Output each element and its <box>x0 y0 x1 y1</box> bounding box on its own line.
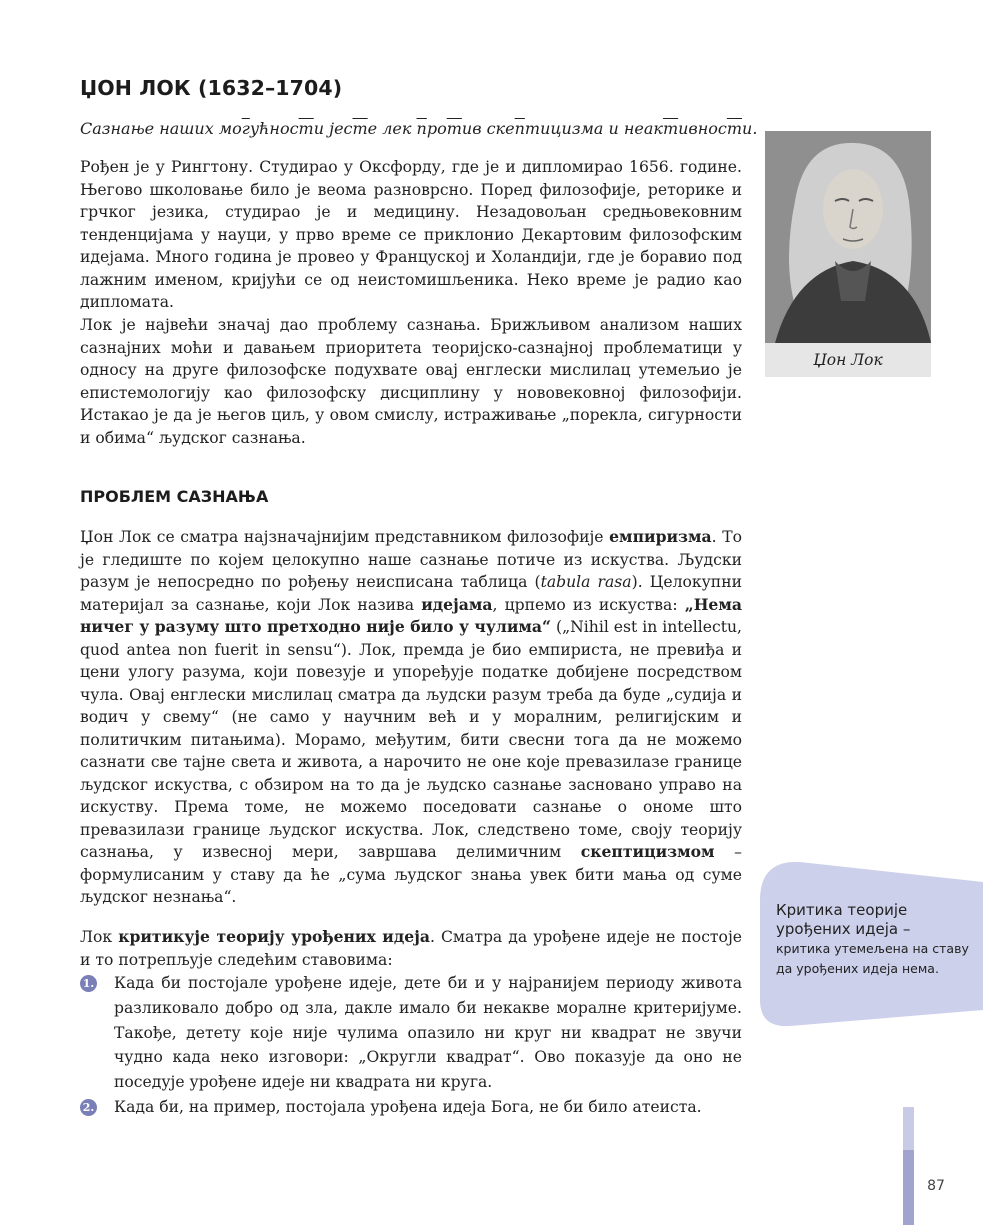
portrait-image <box>765 131 931 343</box>
empiricism-paragraph <box>80 526 742 909</box>
innate-ideas-paragraph <box>80 926 742 971</box>
motto-overlined-letter: т <box>446 119 462 138</box>
motto-overlined-letter: т <box>726 119 743 138</box>
motto-fragment: е лек <box>367 119 417 138</box>
biography-paragraph: Рођен је у Рингтону. Студирао у Оксфорду, где је и дипломирао 1656. године. Његово школовање било је веома разноврсно. Поред филозофије, реторике и грчког језика, студирао је и медицину. Незадовољан средњовековним тенденцијама у науци, у прво време се приклонио Декартовим филозофским идејама. Много година је провео у Француској и Холандији, где је боравио под лажним именом, кријући се од неистомишљеника. Неко време је радио као дипломата. <box>80 158 742 311</box>
motto-fragment: Сазнање наших мо <box>80 119 242 138</box>
portrait-figure <box>765 131 931 377</box>
text-run: Лок <box>80 928 119 946</box>
text-run: („Nihil est in intellectu, quod antea non fuerit in sensu“). Лок, премда је био емпириста, не превиђа и цени улогу разума, који повезује и упоређује податке добијене посредством чула. Овај енглески мислилац сматра да људски разум треба да буде „судија и водич у свему“ (не само у научним већ и у моралним, религијским и политичким питањима). Морамо, међутим, бити свесни тога да не можемо сазнати све тајне света и живота, а нарочито не оне које превазилазе границе људског искуства, с обзиром на то да је људско сазнање засновано управо на искуству. Према томе, не можемо поседовати сазнање о ономе што превазилази границе људског искуства. Лок, следствено томе, своју теорију сазнања, у извесној мери, завршава делимичним <box>80 618 742 861</box>
text-run: , црпемо из искуства: <box>492 595 685 614</box>
text-run: ). Целокупни материјал за сазнање, који Лок назива <box>80 573 742 614</box>
list-item-text: Када би, на пример, постојала урођена идеја Бога, не би било атеиста. <box>114 1097 702 1116</box>
motto-overlined-letter: т <box>352 119 368 138</box>
motto-overlined-letter: п <box>416 119 427 138</box>
page-title: ЏОН ЛОК (1632–1704) <box>80 76 343 100</box>
epistemology-paragraph: Лок је највећи значај дао проблему сазнања. Брижљивом анализом наших сазнајних моћи и давањем приоритета теоријско-сазнајној проблематици у односу на друге филозофске подухвате овај енглески мислилац утемељио је епистемологију као филозофску дисциплину у нововековној филозофији. Истакао је да је његов циљ, у овом смислу, истраживање „порекла, сигурности и обима“ људског сазнања. <box>80 316 742 447</box>
text-run: – формулисаним у ставу да ће „сума људског знања увек бити мања од суме људског незнања“. <box>80 843 742 906</box>
list-item <box>80 971 742 1095</box>
text-run: Џон Лок се сматра најзначајнијим представником филозофије <box>80 528 610 546</box>
motto-fragment: тицизма и неак <box>524 119 663 138</box>
motto-fragment: ућнос <box>249 119 299 138</box>
bold-term: идејама <box>421 594 493 614</box>
list-number-badge: 2. <box>80 1099 97 1116</box>
bold-quote: „Нема ничег у разуму што претходно није било у чулима“ <box>80 594 742 636</box>
list-number-badge: 1. <box>80 975 97 992</box>
portrait-illustration <box>765 131 931 343</box>
motto-quote <box>80 119 758 138</box>
text-run: . Сматра да урођене идеје не постоје и то потрепљује следећим ставовима: <box>80 928 743 969</box>
motto-fragment: ро <box>426 119 447 138</box>
motto-overlined-letter: п <box>514 119 525 138</box>
bold-term: критикује теорију урођених идеја <box>118 927 430 946</box>
motto-overlined-letter: г <box>241 119 250 138</box>
motto-fragment: ив ске <box>461 119 515 138</box>
arguments-list <box>80 971 742 1120</box>
section-heading: ПРОБЛЕМ САЗНАЊА <box>80 487 269 506</box>
motto-overlined-letter: т <box>662 119 679 138</box>
list-item-text: Када би постојале урођене идеје, дете би и у најранијем периоду живота разликовало добро од зла, дакле имало би некакве моралне критеријуме. Такође, детету које није чулима опазило ни круг ни квадрат не звучи чудно када неко изговори: „Округли квадрат“. Ово показује да оно не поседује урођене идеје ни квадрата ни круга. <box>114 974 742 1092</box>
motto-fragment: и. <box>742 119 758 138</box>
bold-term: емпиризма <box>609 527 712 546</box>
motto-fragment: и јес <box>313 119 353 138</box>
page-number: 87 <box>927 1178 945 1194</box>
sidebar-note <box>776 901 976 979</box>
page-edge-tab-light <box>903 1107 914 1152</box>
bold-term: скептицизмом <box>580 842 715 861</box>
sidebar-note-title: Критика теорије урођених идеја – <box>776 901 911 938</box>
page-edge-tab <box>903 1150 914 1225</box>
motto-fragment: ивнос <box>678 119 727 138</box>
list-item <box>80 1095 742 1120</box>
motto-overlined-letter: т <box>298 119 314 138</box>
sidebar-note-body: критика утемељена на ставу да урођених идеја нема. <box>776 941 969 976</box>
portrait-caption: Џон Лок <box>813 351 883 369</box>
italic-term: tabula rasa <box>540 573 632 591</box>
text-run: . То је гледиште по којем целокупно наше сазнање потиче из искуства. Људски разум је непосредно по рођењу неисписана таблица ( <box>80 528 743 591</box>
